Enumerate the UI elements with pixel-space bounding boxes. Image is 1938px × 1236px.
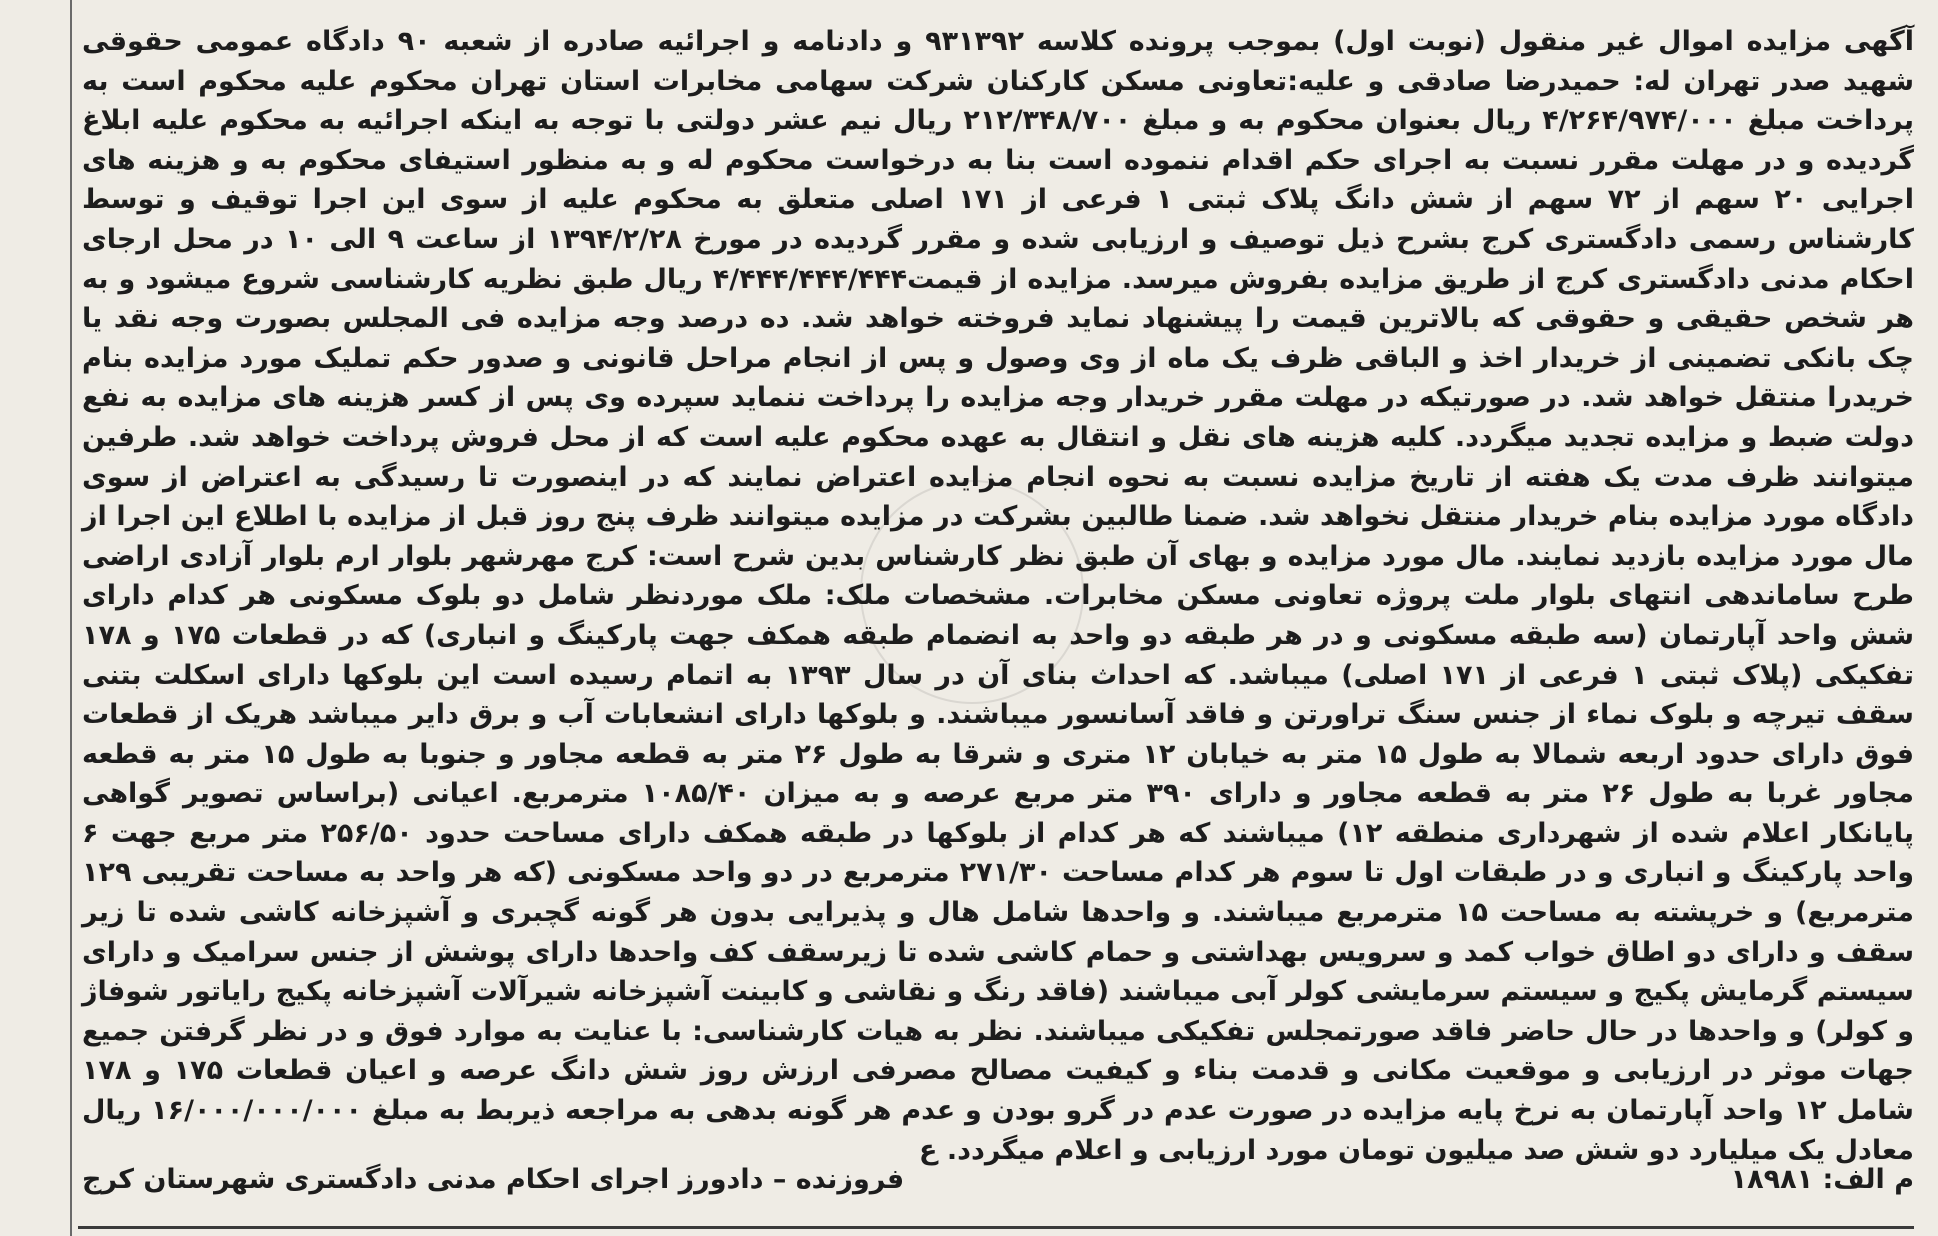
auction-notice-body <box>82 22 1914 1170</box>
notice-footer <box>82 1160 1914 1200</box>
reference-number: م الف: ۱۸۹۸۱ <box>1730 1164 1914 1195</box>
signature-line: فروزنده – دادورز اجرای احکام مدنی دادگستری شهرستان کرج <box>82 1164 905 1195</box>
notice-text: آگهی مزایده اموال غیر منقول (نوبت اول) بموجب پرونده کلاسه ۹۳۱۳۹۲ و دادنامه و اجرائیه صادره از شعبه ۹۰ دادگاه عمومی حقوقی شهید صدر تهران له: حمیدرضا صادقی و علیه:تعاونی مسکن کارکنان شرکت سهامی مخابرات استان تهران محکوم علیه محکوم است به پرداخت مبلغ ۴/۲۶۴/۹۷۴/۰۰۰ ریال بعنوان محکوم به و مبلغ ۲۱۲/۳۴۸/۷۰۰ ریال نیم عشر دولتی با توجه به اینکه اجرائیه به محکوم علیه ابلاغ گردیده و در مهلت مقرر نسبت به اجرای حکم اقدام ننموده است بنا به درخواست محکوم له و به منظور استیفای محکوم به و هزینه های اجرایی ۲۰ سهم از ۷۲ سهم از شش دانگ پلاک ثبتی ۱ فرعی از ۱۷۱ اصلی متعلق به محکوم علیه از سوی این اجرا توقیف و توسط کارشناس رسمی دادگستری کرج بشرح ذیل توصیف و ارزیابی شده و مقرر گردیده در مورخ ۱۳۹۴/۲/۲۸ از ساعت ۹ الی ۱۰ در محل ارجای احکام مدنی دادگستری کرج از طریق مزایده بفروش میرسد. مزایده از قیمت۴/۴۴۴/۴۴۴/۴۴۴ ریال طبق نظریه کارشناسی شروع میشود و به هر شخص حقیقی و حقوقی که بالاترین قیمت را پیشنهاد نماید فروخته خواهد شد. ده درصد وجه مزایده فی المجلس بصورت وجه نقد یا چک بانکی تضمینی از خریدار اخذ و الباقی ظرف یک ماه از وی وصول و پس از انجام مراحل قانونی و صدور حکم تملیک مورد مزایده بنام خریدرا منتقل خواهد شد. در صورتیکه در مهلت مقرر خریدار وجه مزایده را پرداخت ننماید سپرده وی پس از کسر هزینه های مزایده به نفع دولت ضبط و مزایده تجدید میگردد. کلیه هزینه های نقل و انتقال به عهده محکوم علیه است که از محل فروش پرداخت خواهد شد. طرفین میتوانند ظرف مدت یک هفته از تاریخ مزایده نسبت به نحوه انجام مزایده اعتراض نمایند که در اینصورت تا رسیدگی به اعتراض از سوی دادگاه مورد مزایده بنام خریدار منتقل نخواهد شد. ضمنا طالبین بشرکت در مزایده میتوانند ظرف پنج روز قبل از مزایده با اطلاع این اجرا از مال مورد مزایده بازدید نمایند. مال مورد مزایده و بهای آن طبق نظر کارشناس بدین شرح است: کرج مهرشهر بلوار ارم بلوار آزادی اراضی طرح ساماندهی انتهای بلوار ملت پروژه تعاونی مسکن مخابرات. مشخصات ملک: ملک موردنظر شامل دو بلوک مسکونی هر کدام دارای شش واحد آپارتمان (سه طبقه مسکونی و در هر طبقه دو واحد به انضمام طبقه همکف جهت پارکینگ و انباری) که در قطعات ۱۷۵ و ۱۷۸ تفکیکی (پلاک ثبتی ۱ فرعی از ۱۷۱ اصلی) میباشد. که احداث بنای آن در سال ۱۳۹۳ به اتمام رسیده است این بلوکها دارای اسکلت بتنی سقف تیرچه و بلوک نماء از جنس سنگ تراورتن و فاقد آسانسور میباشند. و بلوکها دارای انشعابات آب و برق دایر میباشد هریک از قطعات فوق دارای حدود اربعه شمالا به طول ۱۵ متر به خیابان ۱۲ متری و شرقا به طول ۲۶ متر به قطعه مجاور و جنوبا به طول ۱۵ متر به قطعه مجاور غربا به طول ۲۶ متر به قطعه مجاور و دارای ۳۹۰ متر مربع عرصه و به میزان ۱۰۸۵/۴۰ مترمربع. اعیانی (براساس تصویر گواهی پایانکار اعلام شده از شهرداری منطقه ۱۲) میباشند که هر کدام از بلوکها در طبقه همکف دارای مساحت حدود ۲۵۶/۵۰ متر مربع جهت ۶ واحد پارکینگ و انباری و در طبقات اول تا سوم هر کدام مساحت ۲۷۱/۳۰ مترمربع در دو واحد مسکونی (که هر واحد به مساحت تقریبی ۱۲۹ مترمربع) و خرپشته به مساحت ۱۵ مترمربع میباشند. و واحدها شامل هال و پذیرایی بدون هر گونه گچبری و آشپزخانه کاشی شده تا زیر سقف و دارای دو اطاق خواب کمد و سرویس بهداشتی و حمام کاشی شده تا زیرسقف کف واحدها دارای پوشش از جنس سرامیک و دارای سیستم گرمایش پکیج و سیستم سرمایشی کولر آبی میباشند (فاقد رنگ و نقاشی و کابینت آشپزخانه شیرآلات آشپزخانه پکیج رایاتور شوفاژ و کولر) و واحدها در حال حاضر فاقد صورتمجلس تفکیکی میباشند. نظر به هیات کارشناسی: با عنایت به موارد فوق و در نظر گرفتن جمیع جهات موثر در ارزیابی و موقعیت مکانی و قدمت بناء و کیفیت مصالح مصرفی ارزش روز شش دانگ عرصه و اعیان قطعات ۱۷۵ و ۱۷۸ شامل ۱۲ واحد آپارتمان به نرخ پایه مزایده در صورت عدم در گرو بودن و عدم هر گونه بدهی به مراجعه ذیربط به مبلغ ۱۶/۰۰۰/۰۰۰/۰۰۰ ریال معادل یک میلیارد دو شش صد میلیون تومان مورد ارزیابی و اعلام میگردد. ع <box>82 26 1915 1166</box>
bottom-divider <box>78 1226 1914 1229</box>
